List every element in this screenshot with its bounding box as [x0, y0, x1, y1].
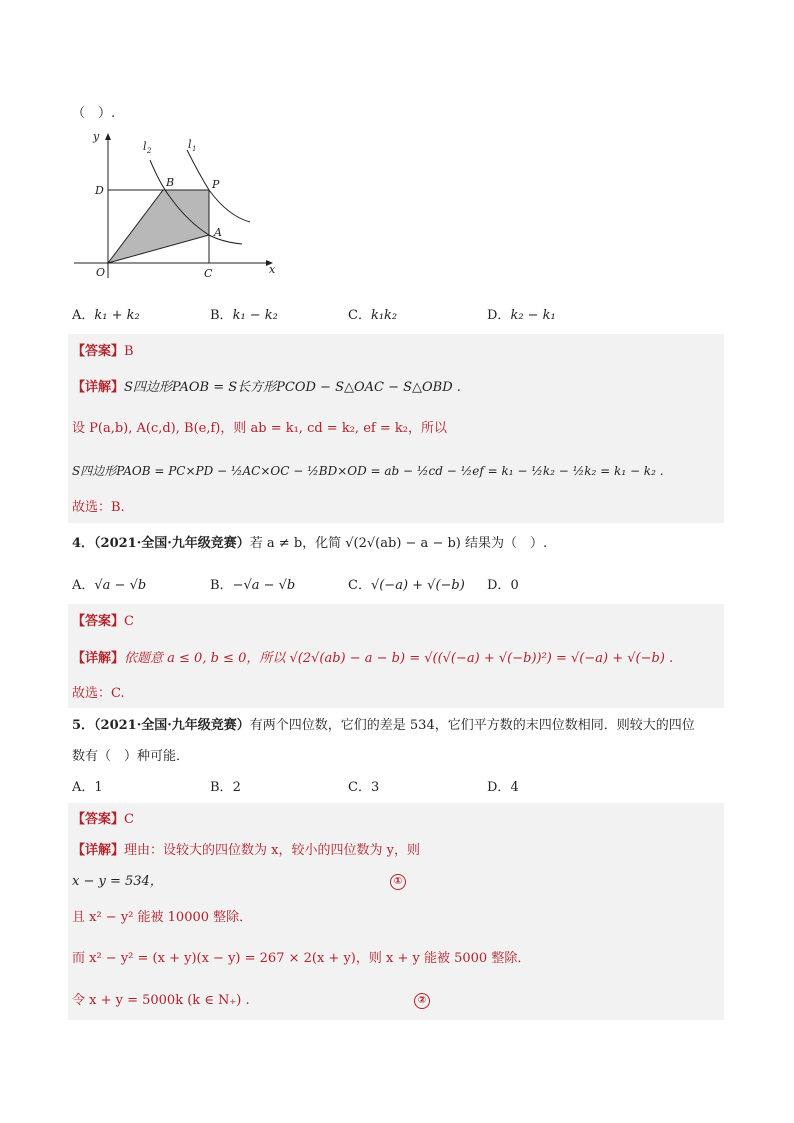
marker-circled-2: ② — [414, 993, 430, 1009]
q5-option-c: C．3 — [348, 780, 380, 795]
label-x: x — [269, 263, 276, 276]
label-l2-sub: 2 — [147, 147, 152, 155]
q4-option-b: B．−√a − √b — [210, 578, 296, 593]
q5-option-d: D．4 — [487, 780, 519, 795]
q4-option-a: A．√a − √b — [72, 578, 147, 593]
q5-option-a: A．1 — [72, 780, 103, 795]
q3-option-d: D．k₂ − k₁ — [487, 308, 556, 323]
label-P: P — [212, 178, 220, 191]
q5-detail-line5: 令 x + y = 5000k (k ∈ N₊) . — [72, 993, 250, 1008]
q4-conclusion: 故选：C. — [72, 686, 125, 701]
q5-stem-line2: 数有（ ）种可能． — [72, 749, 190, 764]
q3-option-c: C．k₁k₂ — [348, 308, 398, 323]
label-l1-sub: 1 — [192, 145, 197, 153]
y-axis-arrow-icon — [105, 133, 111, 140]
q5-answer: 【答案】C — [72, 812, 134, 827]
q5-detail-line4: 而 x² − y² = (x + y)(x − y) = 267 × 2(x + y)，则 x + y 能被 5000 整除． — [72, 951, 531, 966]
q5-detail-line1: 【详解】理由：设较大的四位数为 x，较小的四位数为 y，则 — [72, 843, 420, 858]
q5-option-b: B．2 — [210, 780, 241, 795]
q3-stem-tail: （ ）. — [72, 106, 116, 121]
q3-conclusion: 故选：B. — [72, 500, 125, 515]
q3-option-b: B．k₁ − k₂ — [210, 308, 278, 323]
q3-detail-line3: S四边形PAOB = PC×PD − ½AC×OC − ½BD×OD = ab − ½cd − ½ef = k₁ − ½k₂ − ½k₂ = k₁ − k₂ . — [72, 464, 664, 478]
q4-option-c: C．√(−a) + √(−b) — [348, 578, 465, 593]
label-y: y — [93, 130, 100, 143]
q3-answer: 【答案】B — [72, 344, 134, 359]
label-l1: l — [188, 138, 192, 151]
q5-detail-line2: x − y = 534， — [72, 874, 163, 889]
label-C: C — [204, 267, 213, 280]
q4-answer: 【答案】C — [72, 614, 134, 629]
q3-figure — [70, 126, 280, 286]
q4-option-d: D．0 — [487, 578, 519, 593]
q3-detail-line2: 设 P(a,b), A(c,d), B(e,f)，则 ab = k₁, cd = k₂, ef = k₂，所以 — [72, 421, 447, 436]
label-O: O — [96, 266, 106, 279]
q3-option-a: A．k₁ + k₂ — [72, 308, 140, 323]
q4-stem: 4．（2021·全国·九年级竞赛）若 a ≠ b，化简 √(2√(ab) − a − b) 结果为（ ）. — [72, 536, 548, 551]
q5-stem-line1: 5．（2021·全国·九年级竞赛）有两个四位数，它们的差是 534，它们平方数的末四位数相同．则较大的四位 — [72, 718, 695, 733]
q4-detail: 【详解】依题意 a ≤ 0, b ≤ 0，所以 √(2√(ab) − a − b) = √((√(−a) + √(−b))²) = √(−a) + √(−b) . — [72, 651, 674, 666]
label-D: D — [95, 184, 104, 197]
label-A: A — [214, 226, 222, 239]
label-B: B — [166, 176, 175, 189]
q3-detail-line1: 【详解】S四边形PAOB = S长方形PCOD − S△OAC − S△OBD . — [72, 380, 461, 395]
q5-detail-line3: 且 x² − y² 能被 10000 整除． — [72, 910, 253, 925]
marker-circled-1: ① — [390, 874, 406, 890]
shaded-quadrilateral-PAOB — [108, 190, 209, 263]
label-l2: l — [143, 140, 147, 153]
